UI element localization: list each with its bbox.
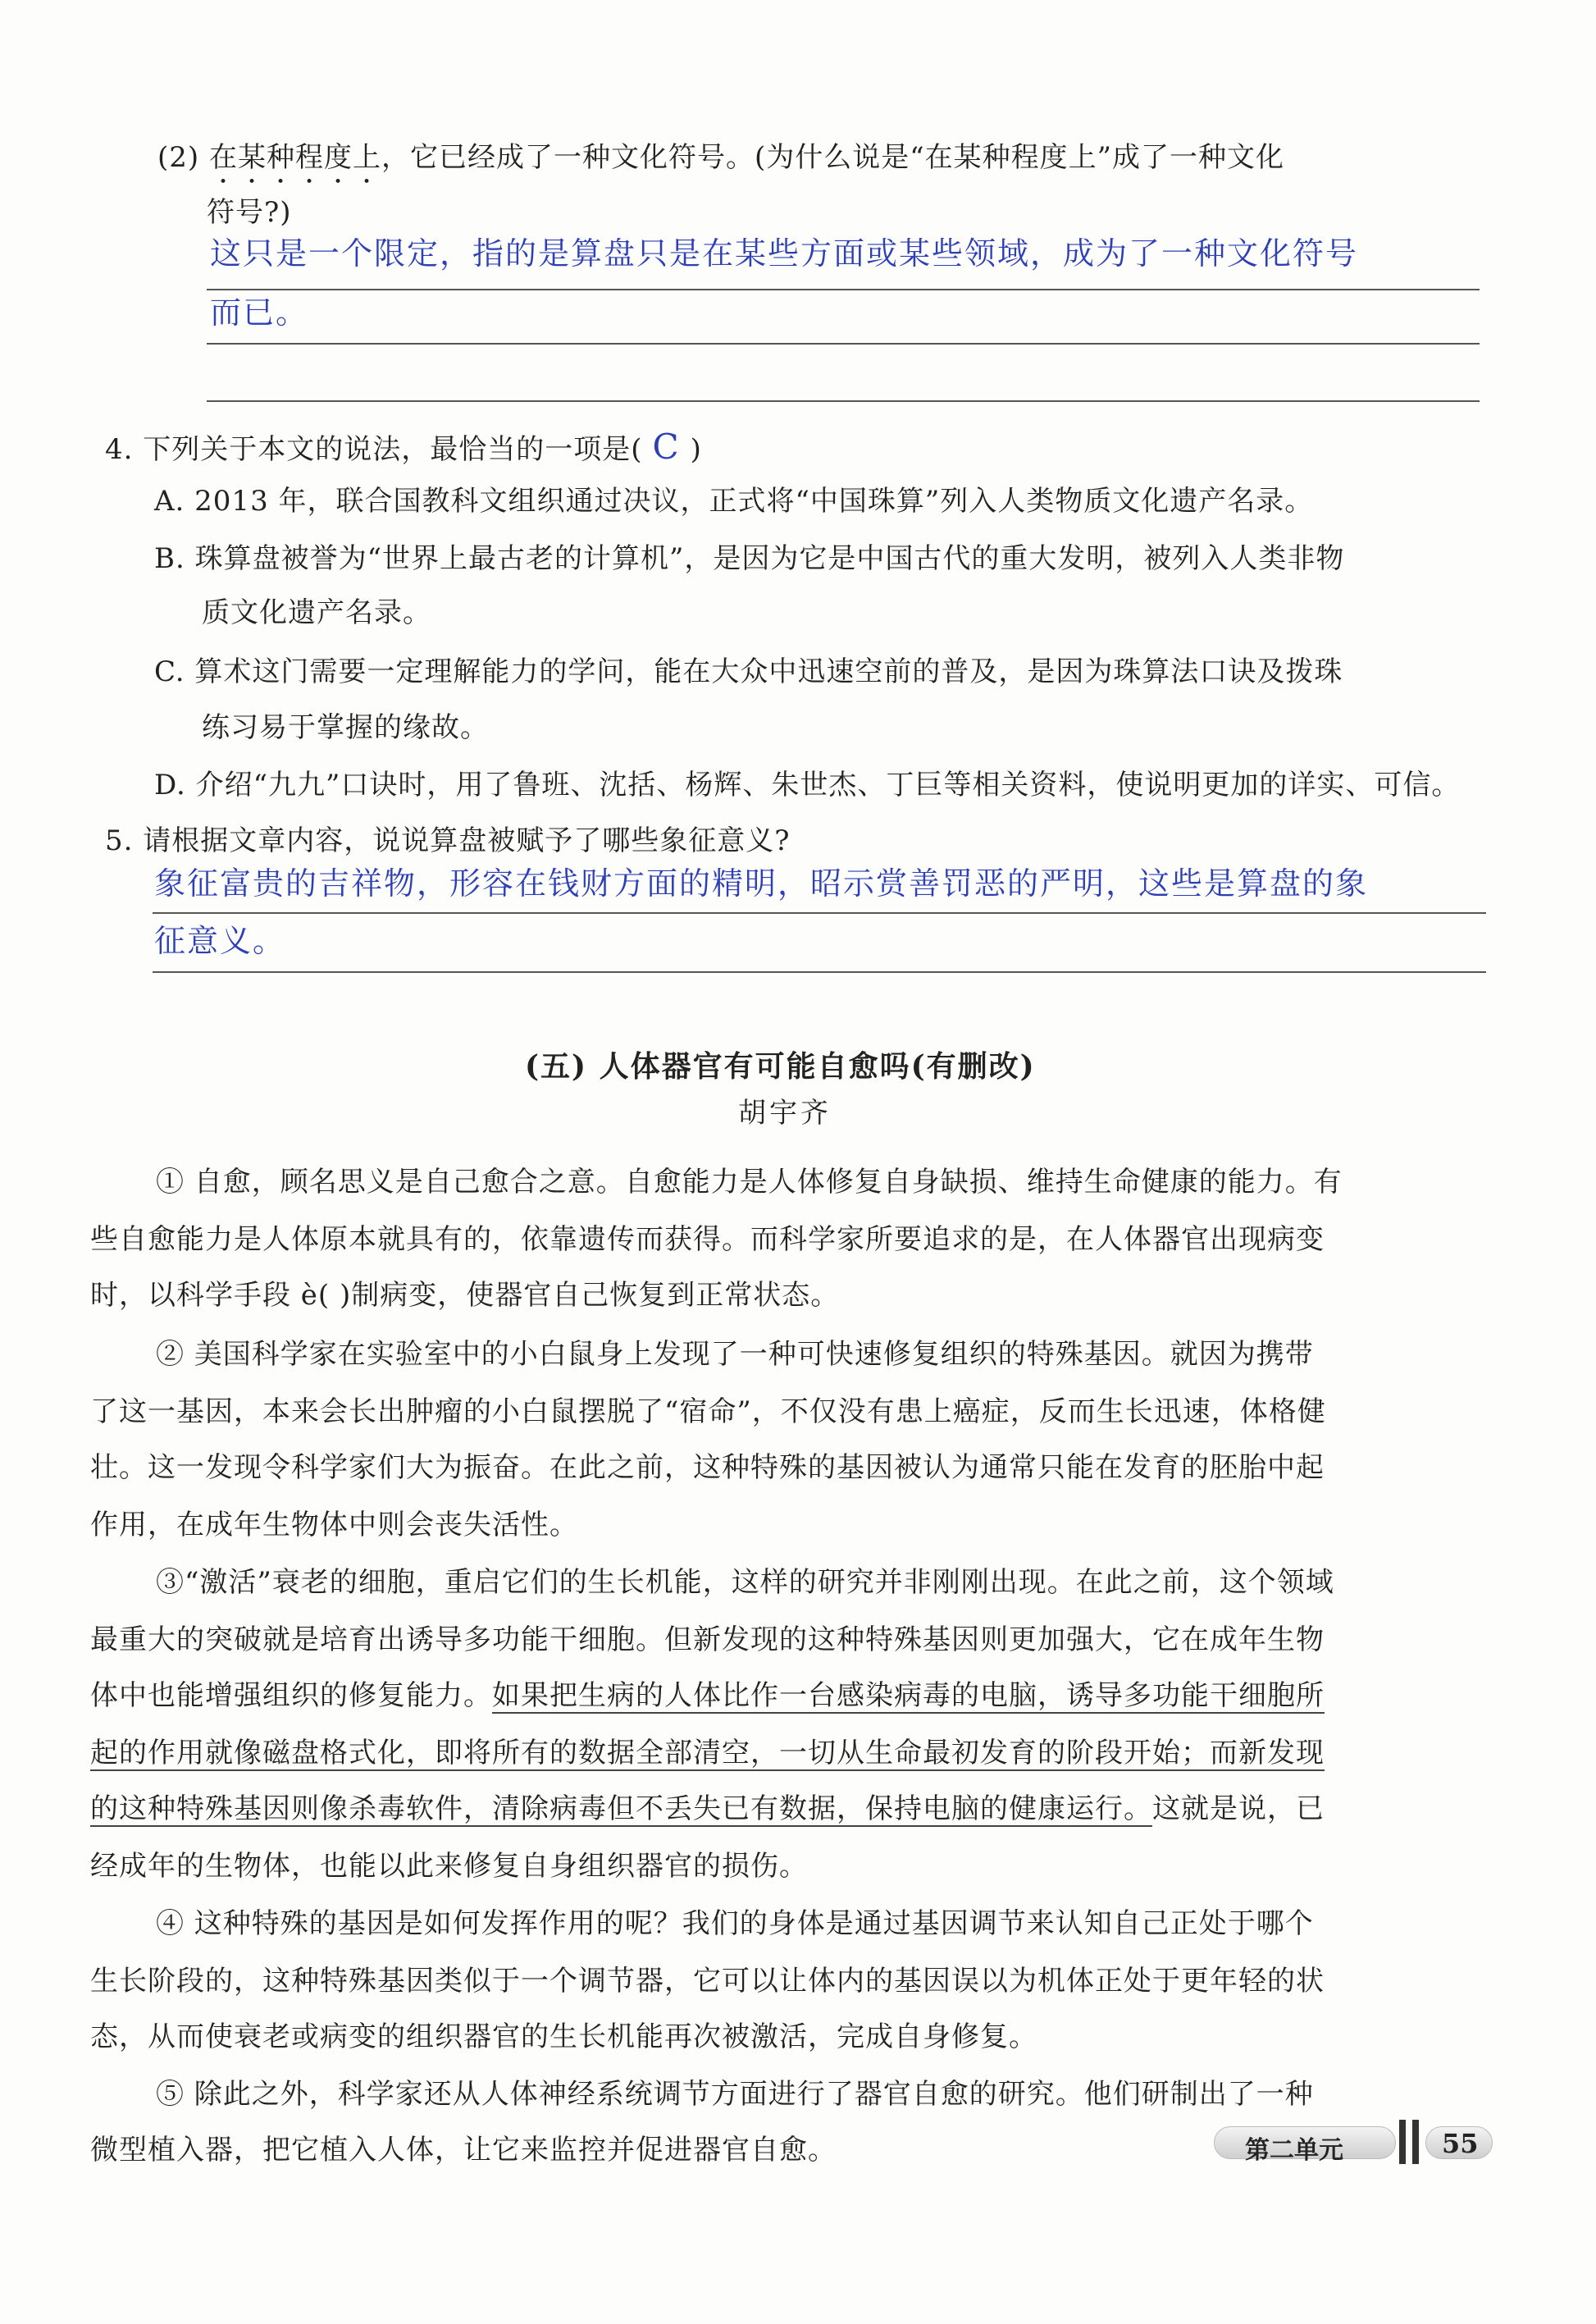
answer-rule — [207, 400, 1480, 402]
article-author: 胡宇齐 — [738, 1097, 832, 1130]
handwritten-answer-5-line-1: 象征富贵的吉祥物，形容在钱财方面的精明，昭示赏善罚恶的严明，这些是算盘的象 — [154, 865, 1369, 902]
paragraph-1-line-3: 时，以科学手段 è( )制病变，使器官自己恢复到正常状态。 — [90, 1279, 840, 1312]
paragraph-2-line-4: 作用，在成年生物体中则会丧失活性。 — [90, 1509, 578, 1541]
page-footer — [1214, 2120, 1509, 2166]
answer-rule — [207, 289, 1480, 290]
paragraph-3-line-5 — [90, 1792, 1325, 1825]
question-5-stem: 5. 请根据文章内容，说说算盘被赋予了哪些象征意义? — [105, 824, 791, 857]
handwritten-answer-4: C — [652, 427, 681, 467]
paragraph-3-text: 这就是说，已 — [1152, 1792, 1325, 1825]
option-a: A. 2013 年，联合国教科文组织通过决议，正式将“中国珠算”列入人类物质文化遗产名录。 — [154, 485, 1314, 518]
underlined-sentence: 起的作用就像磁盘格式化，即将所有的数据全部清空，一切从生命最初发育的阶段开始；而新发现 — [90, 1737, 1325, 1769]
option-c-line-2: 练习易于掌握的缘故。 — [202, 711, 489, 744]
unit-label: 第二单元 — [1245, 2136, 1343, 2165]
paragraph-1-line-1: ① 自愈，顾名思义是自己愈合之意。自愈能力是人体修复自身缺损、维持生命健康的能力。有 — [156, 1166, 1343, 1199]
question-3-2-text: ，它已经成了一种文化符号。(为什么说是“在某种程度上”成了一种文化 — [381, 141, 1284, 174]
answer-rule — [207, 343, 1480, 345]
paragraph-3-text: 体中也能增强组织的修复能力。 — [90, 1679, 492, 1712]
option-b-line-2: 质文化遗产名录。 — [202, 596, 431, 629]
answer-rule — [153, 971, 1486, 973]
question-4-stem — [105, 427, 702, 467]
question-3-2-number: (2) — [157, 141, 209, 174]
option-b-line-1: B. 珠算盘被誉为“世界上最古老的计算机”，是因为它是中国古代的重大发明，被列入人类非物 — [154, 542, 1345, 575]
handwritten-answer-3-2-line-1: 这只是一个限定，指的是算盘只是在某些方面或某些领域，成为了一种文化符号 — [210, 235, 1359, 272]
handwritten-answer-5-line-2: 征意义。 — [154, 923, 286, 959]
paragraph-5-line-1: ⑤ 除此之外，科学家还从人体神经系统调节方面进行了器官自愈的研究。他们研制出了一种 — [156, 2078, 1314, 2111]
paragraph-3-line-2: 最重大的突破就是培育出诱导多功能干细胞。但新发现的这种特殊基因则更加强大，它在成年生物 — [90, 1623, 1325, 1656]
paragraph-3-line-6: 经成年的生物体，也能以此来修复自身组织器官的损伤。 — [90, 1850, 808, 1883]
paragraph-4-line-1: ④ 这种特殊的基因是如何发挥作用的呢？我们的身体是通过基因调节来认知自己正处于哪个 — [156, 1907, 1314, 1940]
option-d: D. 介绍“九九”口诀时，用了鲁班、沈括、杨辉、朱世杰、丁巨等相关资料，使说明更加的详实、可信。 — [154, 769, 1461, 801]
footer-divider-bars — [1396, 2120, 1425, 2164]
paragraph-3-line-1: ③“激活”衰老的细胞，重启它们的生长机能，这样的研究并非刚刚出现。在此之前，这个领域 — [156, 1566, 1334, 1599]
paragraph-4-line-3: 态，从而使衰老或病变的组织器官的生长机能再次被激活，完成自身修复。 — [90, 2020, 1037, 2053]
option-c-line-1: C. 算术这门需要一定理解能力的学问，能在大众中迅速空前的普及，是因为珠算法口诀及拨珠 — [154, 655, 1343, 688]
underlined-sentence: 如果把生病的人体比作一台感染病毒的电脑，诱导多功能干细胞所 — [492, 1679, 1325, 1712]
handwritten-answer-3-2-line-2: 而已。 — [210, 294, 309, 331]
question-3-2-line-2: 符号?) — [207, 196, 292, 229]
article-title: (五) 人体器官有可能自愈吗(有删改) — [525, 1049, 1036, 1084]
page-number: 55 — [1442, 2128, 1479, 2159]
paragraph-3-line-3 — [90, 1679, 1325, 1712]
paragraph-3-line-4 — [90, 1739, 1325, 1767]
paragraph-5-line-2: 微型植入器，把它植入人体，让它来监控并促进器官自愈。 — [90, 2134, 837, 2166]
question-3-2-dotted-phrase: 在某种程度上 — [208, 141, 381, 174]
question-3-2-line-1 — [157, 141, 1284, 190]
question-4-text: 4. 下列关于本文的说法，最恰当的一项是( — [105, 433, 643, 466]
paragraph-2-line-3: 壮。这一发现令科学家们大为振奋。在此之前，这种特殊的基因被认为通常只能在发育的胚胎中起 — [90, 1451, 1325, 1484]
paragraph-1-line-2: 些自愈能力是人体原本就具有的，依靠遗传而获得。而科学家所要追求的是，在人体器官出现病变 — [90, 1223, 1325, 1256]
paragraph-2-line-1: ② 美国科学家在实验室中的小白鼠身上发现了一种可快速修复组织的特殊基因。就因为携带 — [156, 1338, 1314, 1371]
paragraph-4-line-2: 生长阶段的，这种特殊基因类似于一个调节器，它可以让体内的基因误以为机体正处于更年轻的状 — [90, 1965, 1325, 1998]
paragraph-2-line-2: 了这一基因，本来会长出肿瘤的小白鼠摆脱了“宿命”，不仅没有患上癌症，反而生长迅速，体格健 — [90, 1395, 1326, 1428]
underlined-sentence: 的这种特殊基因则像杀毒软件，清除病毒但不丢失已有数据，保持电脑的健康运行。 — [90, 1792, 1152, 1825]
question-4-bracket: ) — [690, 433, 702, 466]
answer-rule — [153, 912, 1486, 914]
